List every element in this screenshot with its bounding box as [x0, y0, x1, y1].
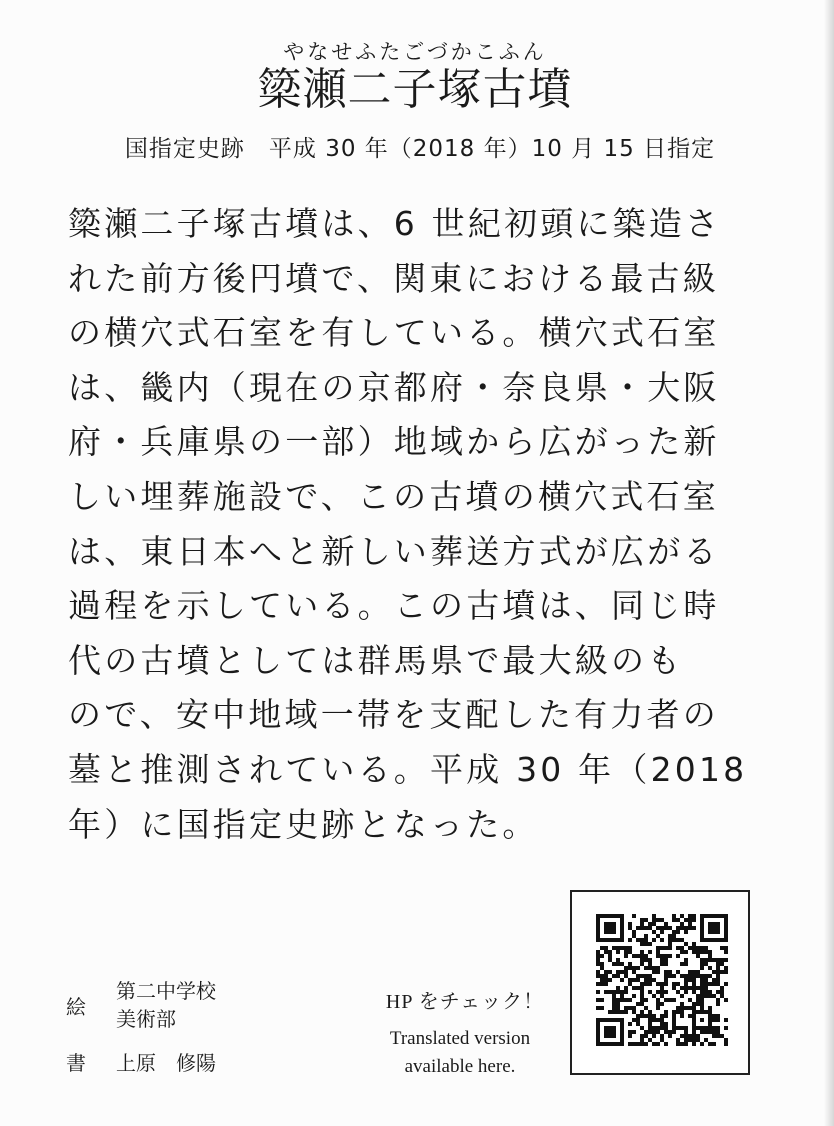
description-line: の横穴式石室を有している。横穴式石室 — [68, 313, 720, 353]
page-title: 簗瀬二子塚古墳 — [257, 64, 573, 115]
description-line: しい埋葬施設で、この古墳の横穴式石室 — [68, 476, 719, 516]
description-line: 府・兵庫県の一部）地域から広がった新 — [68, 422, 720, 462]
illustration-club: 美術部 — [116, 1007, 176, 1031]
description-line: 墓と推測されている。平成 30 年（2018 — [68, 749, 748, 789]
description-line: 代の古墳としては群馬県で最大級のも — [68, 640, 684, 680]
translated-line-2: available here. — [404, 1056, 516, 1077]
description-line: 過程を示している。この古墳は、同じ時 — [68, 586, 720, 626]
description-line: は、畿内（現在の京都府・奈良県・大阪 — [68, 367, 720, 407]
sign-edge-shadow — [824, 0, 834, 1126]
qr-code-frame[interactable] — [570, 890, 750, 1075]
qr-code-icon[interactable] — [596, 914, 728, 1046]
translated-note — [355, 1025, 565, 1081]
credits — [66, 975, 326, 1087]
designation-line: 国指定史跡 平成 30 年（2018 年）10 月 15 日指定 — [124, 136, 716, 162]
calligraphy-credit — [66, 1047, 326, 1087]
illustration-school: 第二中学校 — [116, 979, 216, 1003]
description-line: 簗瀬二子塚古墳は、6 世紀初頭に築造さ — [68, 204, 722, 243]
illustration-credit — [66, 975, 326, 1035]
hp-check-text: HP をチェック！ — [385, 991, 545, 1013]
illustration-label: 絵 — [66, 995, 86, 1019]
title-reading: やなせふたごづかこふん — [283, 40, 547, 64]
description-line: は、東日本へと新しい葬送方式が広がる — [68, 531, 720, 571]
description-line: ので、安中地域一帯を支配した有力者の — [68, 695, 719, 735]
description-text — [68, 197, 758, 852]
translated-line-1: Translated version — [389, 1028, 531, 1049]
description-line: 年）に国指定史跡となった。 — [68, 804, 539, 844]
calligraphy-author: 上原 修陽 — [116, 1051, 216, 1075]
calligraphy-label: 書 — [66, 1051, 86, 1075]
description-line: れた前方後円墳で、関東における最古級 — [68, 258, 719, 298]
